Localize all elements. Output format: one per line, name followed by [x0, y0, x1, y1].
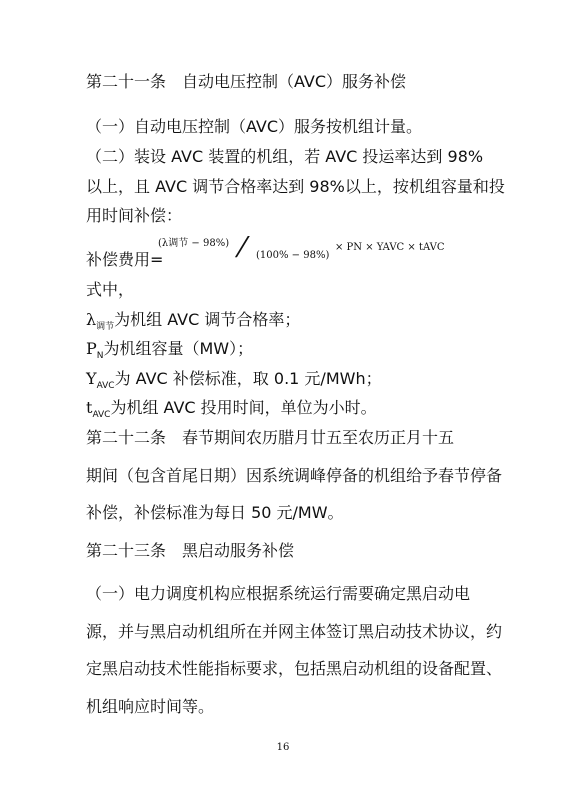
- yavc-subscript: AVC: [96, 381, 115, 392]
- formula-lhs: 补偿费用=: [86, 250, 164, 269]
- definition-yavc: [86, 369, 382, 396]
- article-23-line-1: （一）电力调度机构应根据系统运行需要确定黑启动电: [86, 584, 471, 603]
- formula-denominator: (100% − 98%): [256, 250, 330, 261]
- compensation-formula: [86, 232, 486, 276]
- article-21-item-1: （一）自动电压控制（AVC）服务按机组计量。: [86, 117, 423, 136]
- article-21-title: 第二十一条 自动电压控制（AVC）服务补偿: [86, 72, 407, 91]
- page-number: 16: [276, 742, 290, 753]
- article-23-line-2: 源，并与黑启动机组所在并网主体签订黑启动技术协议，约: [86, 622, 503, 641]
- pn-subscript: N: [96, 351, 104, 362]
- article-23-line-4: 机组响应时间等。: [86, 697, 215, 716]
- lambda-description: 为机组 AVC 调节合格率；: [114, 310, 301, 329]
- definition-tavc: [86, 398, 377, 425]
- lambda-symbol: λ: [86, 310, 97, 329]
- article-22-line-2: 期间（包含首尾日期）因系统调峰停备的机组给予春节停备: [86, 466, 503, 485]
- article-21-item-2-line-3: 用时间补偿：: [86, 206, 183, 225]
- yavc-description: 为 AVC 补偿标准，取 0.1 元/MWh；: [114, 369, 382, 388]
- article-22-line-1: 第二十二条 春节期间农历腊月廿五至农历正月十五: [86, 428, 455, 447]
- pn-symbol: P: [86, 339, 97, 358]
- article-22-line-3: 补偿，补偿标准为每日 50 元/MW。: [86, 503, 344, 522]
- formula-numerator: (λ调节 − 98%): [158, 238, 230, 249]
- tavc-subscript: AVC: [92, 410, 111, 421]
- formula-multipliers: × PN × YAVC × tAVC: [335, 242, 445, 253]
- formula-fraction: [158, 232, 478, 276]
- pn-description: 为机组容量（MW）；: [103, 339, 254, 358]
- lambda-subscript: 调节: [96, 322, 115, 333]
- yavc-symbol: Y: [86, 369, 97, 388]
- article-21-item-2-line-2: 以上，且 AVC 调节合格率达到 98%以上，按机组容量和投: [86, 177, 505, 196]
- definition-lambda: [86, 310, 300, 337]
- fraction-slash: ⁄: [240, 231, 245, 264]
- article-23-title: 第二十三条 黑启动服务补偿: [86, 541, 295, 560]
- tavc-symbol: t: [86, 398, 93, 417]
- article-23-line-3: 定黑启动技术性能指标要求，包括黑启动机组的设备配置、: [86, 659, 503, 678]
- article-21-item-2-line-1: （二）装设 AVC 装置的机组，若 AVC 投运率达到 98%: [86, 147, 484, 166]
- where-label: 式中，: [86, 280, 135, 299]
- definition-pn: [86, 339, 253, 366]
- tavc-description: 为机组 AVC 投用时间，单位为小时。: [110, 398, 377, 417]
